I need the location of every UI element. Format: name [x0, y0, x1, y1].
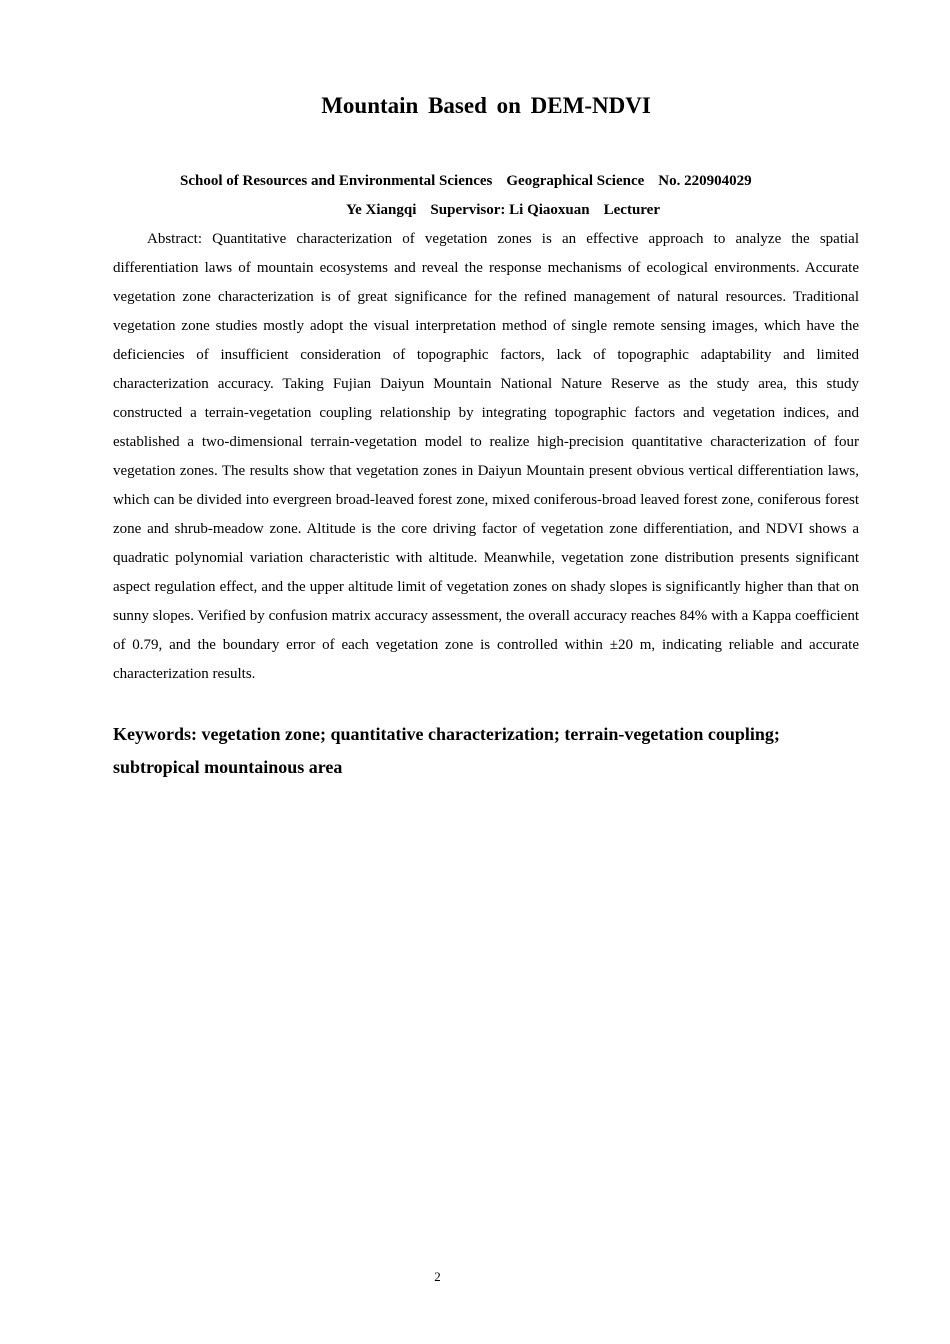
document-title: Mountain Based on DEM-NDVI [321, 93, 651, 118]
student-name: Ye Xiangqi [345, 202, 417, 218]
supervisor-name: Supervisor: Li Qiaoxuan [430, 202, 590, 218]
abstract-paragraph: Abstract: Quantitative characterization of vegetation zones is an effective approach to analyze the spatial differentiation laws of mountain ecosystems and reveal the response mechanisms of ecological environments. Accurate vegetation zone characterization is of great significance for the refined management of natural resources. Traditional vegetation zone studies mostly adopt the visual interpretation method of single remote sensing images, which have the deficiencies of insufficient consideration of topographic factors, lack of topographic adaptability and limited characterization accuracy. Taking Fujian Daiyun Mountain National Nature Reserve as the study area, this study constructed a terrain-vegetation coupling relationship by integrating topographic factors and vegetation indices, and established a two-dimensional terrain-vegetation model to realize high-precision quantitative characterization of four vegetation zones. The results show that vegetation zones in Daiyun Mountain present obvious vertical differentiation laws, which can be divided into evergreen broad-leaved forest zone, mixed coniferous-broad leaved forest zone, coniferous forest zone and shrub-meadow zone. Altitude is the core driving factor of vegetation zone differentiation, and NDVI shows a quadratic polynomial variation characteristic with altitude. Meanwhile, vegetation zone distribution presents significant aspect regulation effect, and the upper altitude limit of vegetation zones on shady slopes is significantly higher than that on sunny slopes. Verified by confusion matrix accuracy assessment, the overall accuracy reaches 84% with a Kappa coefficient of 0.79, and the boundary error of each vegetation zone is controlled within ±20 m, indicating reliable and accurate characterization results. [113, 231, 859, 682]
page-number: 2 [434, 1269, 441, 1284]
author-line [0, 199, 950, 221]
affiliation-line [180, 170, 880, 192]
major-name: Geographical Science [506, 173, 645, 189]
supervisor-title: Lecturer [603, 202, 660, 218]
keywords-paragraph: Keywords: vegetation zone; quantitative characterization; terrain-vegetation coupling; subtropical mountainous area [113, 724, 780, 777]
student-number: No. 220904029 [658, 173, 752, 189]
school-name: School of Resources and Environmental Sciences [180, 173, 493, 189]
